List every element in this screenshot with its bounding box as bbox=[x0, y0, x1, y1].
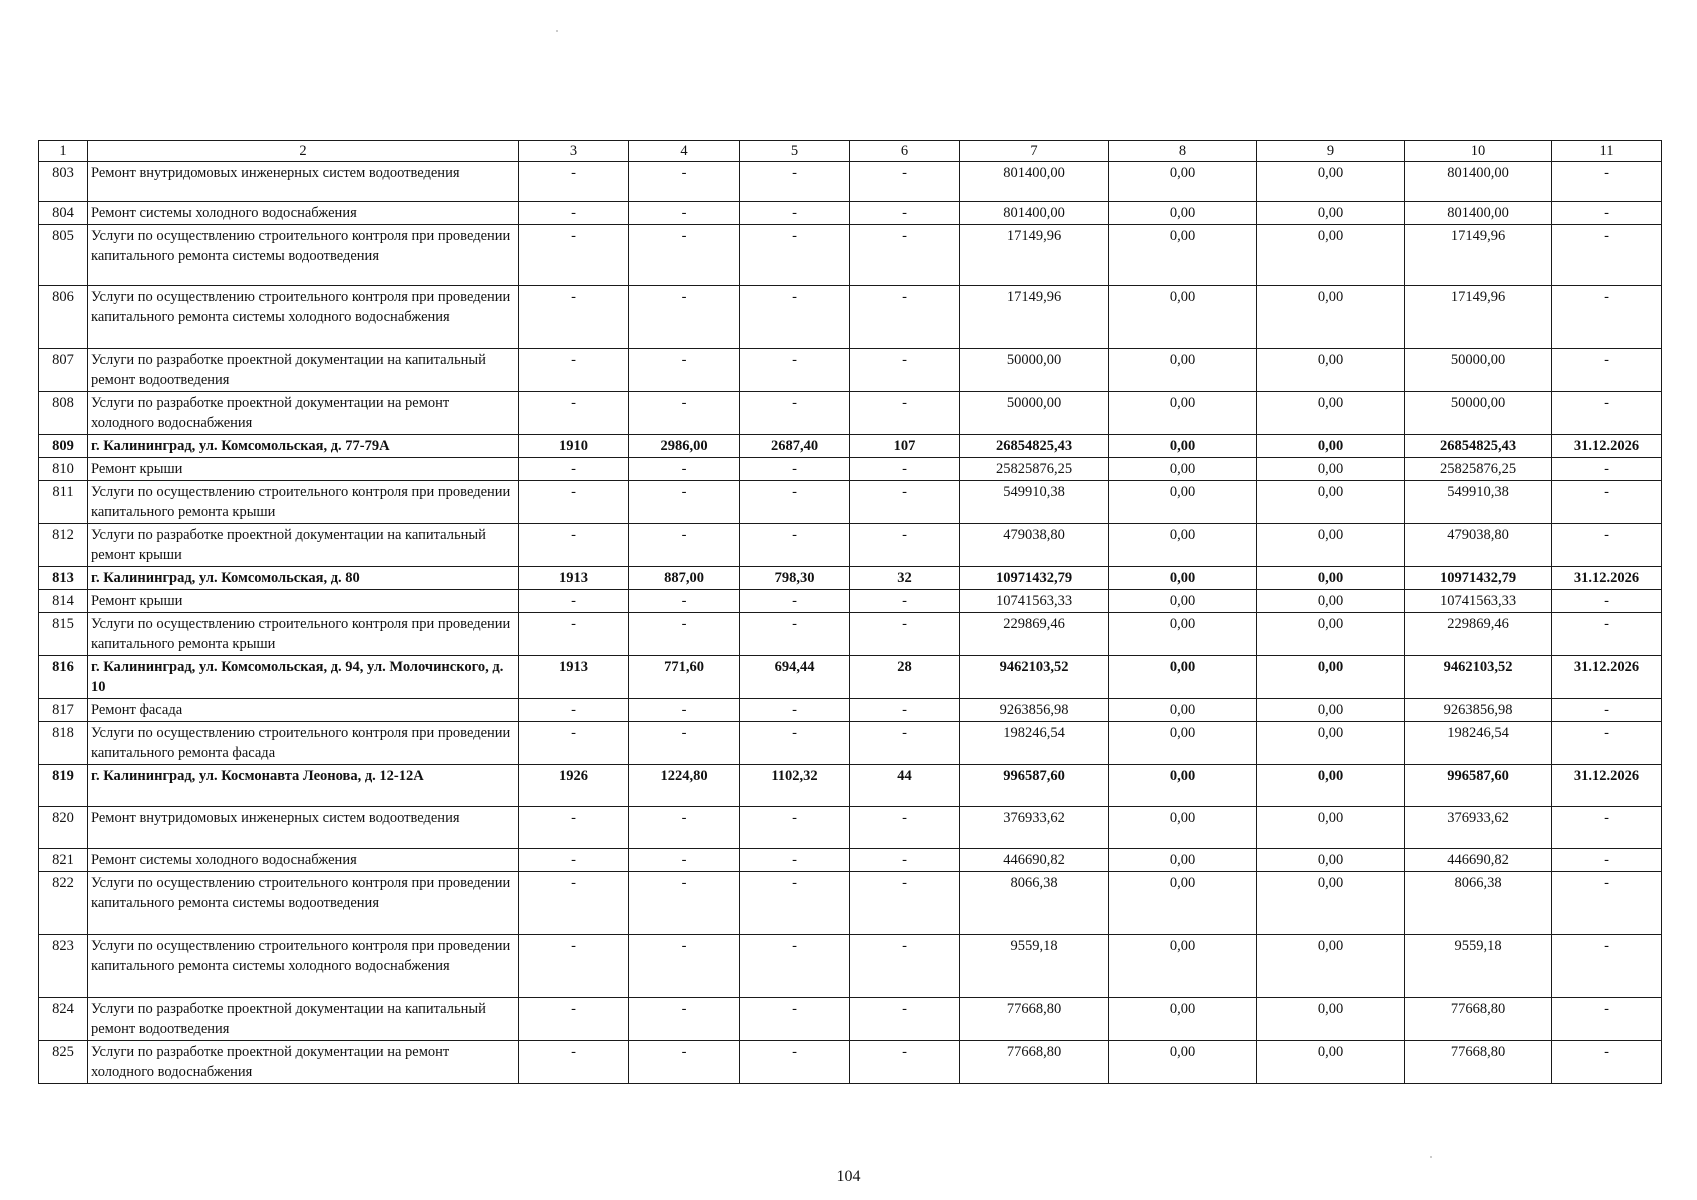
residents-cell: - bbox=[850, 699, 960, 722]
work-item-row bbox=[39, 458, 1662, 481]
cost-col-9-cell: 0,00 bbox=[1257, 998, 1405, 1041]
deadline-cell: - bbox=[1552, 162, 1662, 202]
deadline-cell: - bbox=[1552, 613, 1662, 656]
residents-cell: - bbox=[850, 286, 960, 349]
area-living-cell: - bbox=[740, 162, 850, 202]
work-item-row bbox=[39, 524, 1662, 567]
area-living-cell: - bbox=[740, 458, 850, 481]
cost-col-8-cell: 0,00 bbox=[1109, 524, 1257, 567]
cost-col-8-cell: 0,00 bbox=[1109, 807, 1257, 849]
cost-col-9-cell: 0,00 bbox=[1257, 162, 1405, 202]
cost-col-10-cell: 8066,38 bbox=[1405, 872, 1552, 935]
year-cell: - bbox=[519, 392, 629, 435]
work-description: Услуги по разработке проектной документации на капитальный ремонт крыши bbox=[88, 524, 519, 567]
row-number: 803 bbox=[39, 162, 88, 202]
scan-speck bbox=[1430, 1156, 1432, 1158]
cost-col-10-cell: 10741563,33 bbox=[1405, 590, 1552, 613]
residents-cell: - bbox=[850, 849, 960, 872]
work-description: Ремонт системы холодного водоснабжения bbox=[88, 202, 519, 225]
cost-col-8-cell: 0,00 bbox=[1109, 202, 1257, 225]
year-cell: - bbox=[519, 524, 629, 567]
column-number-header-row bbox=[39, 141, 1662, 162]
header-cell: 6 bbox=[850, 141, 960, 162]
year-cell: 1926 bbox=[519, 765, 629, 807]
year-cell: - bbox=[519, 458, 629, 481]
deadline-cell: - bbox=[1552, 722, 1662, 765]
work-description: Услуги по разработке проектной документации на ремонт холодного водоснабжения bbox=[88, 1041, 519, 1084]
cost-col-9-cell: 0,00 bbox=[1257, 722, 1405, 765]
cost-col-10-cell: 996587,60 bbox=[1405, 765, 1552, 807]
address-row bbox=[39, 435, 1662, 458]
residents-cell: - bbox=[850, 613, 960, 656]
work-item-row bbox=[39, 1041, 1662, 1084]
cost-col-8-cell: 0,00 bbox=[1109, 392, 1257, 435]
area-living-cell: - bbox=[740, 613, 850, 656]
cost-col-10-cell: 9559,18 bbox=[1405, 935, 1552, 998]
cost-col-9-cell: 0,00 bbox=[1257, 202, 1405, 225]
cost-col-8-cell: 0,00 bbox=[1109, 872, 1257, 935]
deadline-cell: 31.12.2026 bbox=[1552, 435, 1662, 458]
work-item-row bbox=[39, 872, 1662, 935]
work-description: Ремонт крыши bbox=[88, 458, 519, 481]
total-cost-cell: 25825876,25 bbox=[960, 458, 1109, 481]
work-description: Услуги по осуществлению строительного контроля при проведении капитального ремонта системы холодного водоснабжения bbox=[88, 935, 519, 998]
deadline-cell: - bbox=[1552, 849, 1662, 872]
deadline-cell: - bbox=[1552, 872, 1662, 935]
work-description: Ремонт внутридомовых инженерных систем водоотведения bbox=[88, 162, 519, 202]
work-item-row bbox=[39, 481, 1662, 524]
address-row bbox=[39, 656, 1662, 699]
deadline-cell: 31.12.2026 bbox=[1552, 567, 1662, 590]
cost-col-9-cell: 0,00 bbox=[1257, 349, 1405, 392]
cost-col-10-cell: 26854825,43 bbox=[1405, 435, 1552, 458]
header-cell: 8 bbox=[1109, 141, 1257, 162]
row-number: 822 bbox=[39, 872, 88, 935]
cost-col-9-cell: 0,00 bbox=[1257, 765, 1405, 807]
residents-cell: - bbox=[850, 202, 960, 225]
area-total-cell: - bbox=[629, 722, 740, 765]
cost-col-10-cell: 229869,46 bbox=[1405, 613, 1552, 656]
work-description: Услуги по осуществлению строительного контроля при проведении капитального ремонта крыши bbox=[88, 481, 519, 524]
residents-cell: - bbox=[850, 392, 960, 435]
total-cost-cell: 50000,00 bbox=[960, 349, 1109, 392]
year-cell: - bbox=[519, 807, 629, 849]
cost-col-9-cell: 0,00 bbox=[1257, 458, 1405, 481]
residents-cell: - bbox=[850, 349, 960, 392]
cost-col-10-cell: 77668,80 bbox=[1405, 1041, 1552, 1084]
row-number: 820 bbox=[39, 807, 88, 849]
header-cell: 3 bbox=[519, 141, 629, 162]
residents-cell: - bbox=[850, 998, 960, 1041]
deadline-cell: - bbox=[1552, 481, 1662, 524]
work-item-row bbox=[39, 613, 1662, 656]
deadline-cell: - bbox=[1552, 1041, 1662, 1084]
row-number: 815 bbox=[39, 613, 88, 656]
cost-col-10-cell: 17149,96 bbox=[1405, 225, 1552, 286]
total-cost-cell: 996587,60 bbox=[960, 765, 1109, 807]
deadline-cell: - bbox=[1552, 225, 1662, 286]
cost-col-8-cell: 0,00 bbox=[1109, 458, 1257, 481]
residents-cell: - bbox=[850, 807, 960, 849]
row-number: 824 bbox=[39, 998, 88, 1041]
work-description: Ремонт фасада bbox=[88, 699, 519, 722]
work-item-row bbox=[39, 202, 1662, 225]
header-cell: 5 bbox=[740, 141, 850, 162]
work-description: г. Калининград, ул. Комсомольская, д. 94, ул. Молочинского, д. 10 bbox=[88, 656, 519, 699]
cost-col-10-cell: 9462103,52 bbox=[1405, 656, 1552, 699]
area-living-cell: - bbox=[740, 722, 850, 765]
cost-col-8-cell: 0,00 bbox=[1109, 481, 1257, 524]
work-description: Ремонт крыши bbox=[88, 590, 519, 613]
deadline-cell: - bbox=[1552, 458, 1662, 481]
total-cost-cell: 801400,00 bbox=[960, 202, 1109, 225]
work-description: Ремонт внутридомовых инженерных систем водоотведения bbox=[88, 807, 519, 849]
area-total-cell: - bbox=[629, 872, 740, 935]
work-item-row bbox=[39, 935, 1662, 998]
deadline-cell: - bbox=[1552, 392, 1662, 435]
residents-cell: - bbox=[850, 590, 960, 613]
area-living-cell: 2687,40 bbox=[740, 435, 850, 458]
cost-col-9-cell: 0,00 bbox=[1257, 481, 1405, 524]
year-cell: - bbox=[519, 349, 629, 392]
address-row bbox=[39, 567, 1662, 590]
total-cost-cell: 801400,00 bbox=[960, 162, 1109, 202]
residents-cell: 107 bbox=[850, 435, 960, 458]
area-living-cell: - bbox=[740, 481, 850, 524]
cost-col-8-cell: 0,00 bbox=[1109, 435, 1257, 458]
cost-col-8-cell: 0,00 bbox=[1109, 349, 1257, 392]
total-cost-cell: 229869,46 bbox=[960, 613, 1109, 656]
work-description: г. Калининград, ул. Комсомольская, д. 77-79А bbox=[88, 435, 519, 458]
area-living-cell: 1102,32 bbox=[740, 765, 850, 807]
work-item-row bbox=[39, 807, 1662, 849]
cost-col-10-cell: 446690,82 bbox=[1405, 849, 1552, 872]
cost-col-9-cell: 0,00 bbox=[1257, 1041, 1405, 1084]
row-number: 809 bbox=[39, 435, 88, 458]
cost-col-8-cell: 0,00 bbox=[1109, 590, 1257, 613]
row-number: 821 bbox=[39, 849, 88, 872]
header-cell: 2 bbox=[88, 141, 519, 162]
area-living-cell: - bbox=[740, 699, 850, 722]
year-cell: - bbox=[519, 872, 629, 935]
area-living-cell: - bbox=[740, 872, 850, 935]
total-cost-cell: 9559,18 bbox=[960, 935, 1109, 998]
total-cost-cell: 198246,54 bbox=[960, 722, 1109, 765]
area-total-cell: - bbox=[629, 202, 740, 225]
total-cost-cell: 376933,62 bbox=[960, 807, 1109, 849]
year-cell: - bbox=[519, 590, 629, 613]
total-cost-cell: 17149,96 bbox=[960, 225, 1109, 286]
year-cell: - bbox=[519, 225, 629, 286]
area-total-cell: 2986,00 bbox=[629, 435, 740, 458]
row-number: 811 bbox=[39, 481, 88, 524]
row-number: 818 bbox=[39, 722, 88, 765]
work-description: Ремонт системы холодного водоснабжения bbox=[88, 849, 519, 872]
residents-cell: - bbox=[850, 458, 960, 481]
area-total-cell: 887,00 bbox=[629, 567, 740, 590]
cost-col-9-cell: 0,00 bbox=[1257, 656, 1405, 699]
page-number: 104 bbox=[836, 1168, 861, 1185]
area-living-cell: - bbox=[740, 935, 850, 998]
row-number: 808 bbox=[39, 392, 88, 435]
row-number: 807 bbox=[39, 349, 88, 392]
area-living-cell: 798,30 bbox=[740, 567, 850, 590]
cost-col-9-cell: 0,00 bbox=[1257, 935, 1405, 998]
residents-cell: 44 bbox=[850, 765, 960, 807]
work-description: Услуги по осуществлению строительного контроля при проведении капитального ремонта системы водоотведения bbox=[88, 872, 519, 935]
deadline-cell: - bbox=[1552, 935, 1662, 998]
cost-col-9-cell: 0,00 bbox=[1257, 524, 1405, 567]
cost-col-10-cell: 10971432,79 bbox=[1405, 567, 1552, 590]
total-cost-cell: 10971432,79 bbox=[960, 567, 1109, 590]
deadline-cell: 31.12.2026 bbox=[1552, 765, 1662, 807]
total-cost-cell: 77668,80 bbox=[960, 1041, 1109, 1084]
area-total-cell: - bbox=[629, 699, 740, 722]
row-number: 805 bbox=[39, 225, 88, 286]
area-total-cell: 1224,80 bbox=[629, 765, 740, 807]
work-item-row bbox=[39, 349, 1662, 392]
row-number: 810 bbox=[39, 458, 88, 481]
year-cell: - bbox=[519, 162, 629, 202]
work-description: Услуги по разработке проектной документации на капитальный ремонт водоотведения bbox=[88, 349, 519, 392]
area-total-cell: - bbox=[629, 998, 740, 1041]
residents-cell: - bbox=[850, 481, 960, 524]
row-number: 804 bbox=[39, 202, 88, 225]
area-total-cell: - bbox=[629, 162, 740, 202]
total-cost-cell: 9263856,98 bbox=[960, 699, 1109, 722]
cost-col-9-cell: 0,00 bbox=[1257, 392, 1405, 435]
work-item-row bbox=[39, 699, 1662, 722]
work-description: Услуги по осуществлению строительного контроля при проведении капитального ремонта фасада bbox=[88, 722, 519, 765]
total-cost-cell: 77668,80 bbox=[960, 998, 1109, 1041]
row-number: 814 bbox=[39, 590, 88, 613]
area-total-cell: - bbox=[629, 392, 740, 435]
work-description: г. Калининград, ул. Комсомольская, д. 80 bbox=[88, 567, 519, 590]
row-number: 817 bbox=[39, 699, 88, 722]
cost-col-9-cell: 0,00 bbox=[1257, 286, 1405, 349]
area-total-cell: - bbox=[629, 613, 740, 656]
deadline-cell: - bbox=[1552, 807, 1662, 849]
year-cell: - bbox=[519, 699, 629, 722]
area-living-cell: - bbox=[740, 392, 850, 435]
area-living-cell: - bbox=[740, 524, 850, 567]
cost-col-9-cell: 0,00 bbox=[1257, 872, 1405, 935]
cost-col-10-cell: 50000,00 bbox=[1405, 392, 1552, 435]
area-living-cell: - bbox=[740, 807, 850, 849]
address-row bbox=[39, 765, 1662, 807]
table-body bbox=[39, 141, 1662, 1084]
area-total-cell: - bbox=[629, 849, 740, 872]
cost-col-8-cell: 0,00 bbox=[1109, 935, 1257, 998]
work-item-row bbox=[39, 162, 1662, 202]
year-cell: 1910 bbox=[519, 435, 629, 458]
total-cost-cell: 479038,80 bbox=[960, 524, 1109, 567]
residents-cell: - bbox=[850, 225, 960, 286]
total-cost-cell: 50000,00 bbox=[960, 392, 1109, 435]
cost-col-10-cell: 77668,80 bbox=[1405, 998, 1552, 1041]
deadline-cell: - bbox=[1552, 349, 1662, 392]
total-cost-cell: 10741563,33 bbox=[960, 590, 1109, 613]
cost-col-9-cell: 0,00 bbox=[1257, 849, 1405, 872]
work-item-row bbox=[39, 849, 1662, 872]
total-cost-cell: 9462103,52 bbox=[960, 656, 1109, 699]
work-description: Услуги по осуществлению строительного контроля при проведении капитального ремонта системы холодного водоснабжения bbox=[88, 286, 519, 349]
total-cost-cell: 446690,82 bbox=[960, 849, 1109, 872]
year-cell: - bbox=[519, 1041, 629, 1084]
area-living-cell: - bbox=[740, 349, 850, 392]
year-cell: - bbox=[519, 935, 629, 998]
work-item-row bbox=[39, 590, 1662, 613]
work-item-row bbox=[39, 225, 1662, 286]
deadline-cell: 31.12.2026 bbox=[1552, 656, 1662, 699]
scan-speck bbox=[556, 30, 558, 32]
area-living-cell: - bbox=[740, 849, 850, 872]
cost-col-10-cell: 9263856,98 bbox=[1405, 699, 1552, 722]
area-living-cell: 694,44 bbox=[740, 656, 850, 699]
row-number: 812 bbox=[39, 524, 88, 567]
row-number: 813 bbox=[39, 567, 88, 590]
work-description: Услуги по разработке проектной документации на ремонт холодного водоснабжения bbox=[88, 392, 519, 435]
cost-col-9-cell: 0,00 bbox=[1257, 567, 1405, 590]
header-cell: 7 bbox=[960, 141, 1109, 162]
area-total-cell: - bbox=[629, 225, 740, 286]
work-item-row bbox=[39, 998, 1662, 1041]
cost-col-8-cell: 0,00 bbox=[1109, 849, 1257, 872]
total-cost-cell: 549910,38 bbox=[960, 481, 1109, 524]
area-living-cell: - bbox=[740, 286, 850, 349]
cost-col-8-cell: 0,00 bbox=[1109, 765, 1257, 807]
cost-col-9-cell: 0,00 bbox=[1257, 435, 1405, 458]
work-description: Услуги по осуществлению строительного контроля при проведении капитального ремонта крыши bbox=[88, 613, 519, 656]
year-cell: - bbox=[519, 849, 629, 872]
total-cost-cell: 26854825,43 bbox=[960, 435, 1109, 458]
year-cell: 1913 bbox=[519, 567, 629, 590]
header-cell: 1 bbox=[39, 141, 88, 162]
cost-col-10-cell: 198246,54 bbox=[1405, 722, 1552, 765]
cost-col-8-cell: 0,00 bbox=[1109, 699, 1257, 722]
residents-cell: - bbox=[850, 1041, 960, 1084]
data-table bbox=[38, 140, 1662, 1084]
deadline-cell: - bbox=[1552, 590, 1662, 613]
residents-cell: 28 bbox=[850, 656, 960, 699]
header-cell: 9 bbox=[1257, 141, 1405, 162]
cost-col-10-cell: 479038,80 bbox=[1405, 524, 1552, 567]
cost-col-10-cell: 17149,96 bbox=[1405, 286, 1552, 349]
cost-col-10-cell: 801400,00 bbox=[1405, 202, 1552, 225]
year-cell: - bbox=[519, 286, 629, 349]
year-cell: - bbox=[519, 722, 629, 765]
cost-col-10-cell: 549910,38 bbox=[1405, 481, 1552, 524]
residents-cell: - bbox=[850, 722, 960, 765]
cost-col-8-cell: 0,00 bbox=[1109, 567, 1257, 590]
area-living-cell: - bbox=[740, 998, 850, 1041]
area-living-cell: - bbox=[740, 590, 850, 613]
header-cell: 10 bbox=[1405, 141, 1552, 162]
cost-col-8-cell: 0,00 bbox=[1109, 286, 1257, 349]
year-cell: 1913 bbox=[519, 656, 629, 699]
header-cell: 4 bbox=[629, 141, 740, 162]
area-living-cell: - bbox=[740, 202, 850, 225]
total-cost-cell: 17149,96 bbox=[960, 286, 1109, 349]
area-living-cell: - bbox=[740, 225, 850, 286]
work-item-row bbox=[39, 392, 1662, 435]
total-cost-cell: 8066,38 bbox=[960, 872, 1109, 935]
cost-col-10-cell: 50000,00 bbox=[1405, 349, 1552, 392]
year-cell: - bbox=[519, 998, 629, 1041]
deadline-cell: - bbox=[1552, 998, 1662, 1041]
area-total-cell: - bbox=[629, 286, 740, 349]
cost-col-10-cell: 25825876,25 bbox=[1405, 458, 1552, 481]
area-total-cell: - bbox=[629, 524, 740, 567]
residents-cell: - bbox=[850, 935, 960, 998]
residents-cell: - bbox=[850, 524, 960, 567]
residents-cell: - bbox=[850, 872, 960, 935]
cost-col-9-cell: 0,00 bbox=[1257, 699, 1405, 722]
area-total-cell: - bbox=[629, 590, 740, 613]
cost-col-8-cell: 0,00 bbox=[1109, 998, 1257, 1041]
work-description: г. Калининград, ул. Космонавта Леонова, д. 12-12А bbox=[88, 765, 519, 807]
year-cell: - bbox=[519, 202, 629, 225]
work-item-row bbox=[39, 722, 1662, 765]
row-number: 816 bbox=[39, 656, 88, 699]
year-cell: - bbox=[519, 481, 629, 524]
area-living-cell: - bbox=[740, 1041, 850, 1084]
work-description: Услуги по осуществлению строительного контроля при проведении капитального ремонта системы водоотведения bbox=[88, 225, 519, 286]
cost-col-8-cell: 0,00 bbox=[1109, 1041, 1257, 1084]
row-number: 825 bbox=[39, 1041, 88, 1084]
area-total-cell: - bbox=[629, 807, 740, 849]
deadline-cell: - bbox=[1552, 202, 1662, 225]
residents-cell: - bbox=[850, 162, 960, 202]
cost-col-10-cell: 376933,62 bbox=[1405, 807, 1552, 849]
area-total-cell: 771,60 bbox=[629, 656, 740, 699]
cost-col-8-cell: 0,00 bbox=[1109, 722, 1257, 765]
cost-col-8-cell: 0,00 bbox=[1109, 225, 1257, 286]
cost-col-8-cell: 0,00 bbox=[1109, 162, 1257, 202]
deadline-cell: - bbox=[1552, 524, 1662, 567]
deadline-cell: - bbox=[1552, 699, 1662, 722]
area-total-cell: - bbox=[629, 935, 740, 998]
residents-cell: 32 bbox=[850, 567, 960, 590]
cost-col-9-cell: 0,00 bbox=[1257, 613, 1405, 656]
area-total-cell: - bbox=[629, 1041, 740, 1084]
row-number: 823 bbox=[39, 935, 88, 998]
area-total-cell: - bbox=[629, 458, 740, 481]
row-number: 819 bbox=[39, 765, 88, 807]
deadline-cell: - bbox=[1552, 286, 1662, 349]
cost-col-8-cell: 0,00 bbox=[1109, 656, 1257, 699]
work-item-row bbox=[39, 286, 1662, 349]
header-cell: 11 bbox=[1552, 141, 1662, 162]
area-total-cell: - bbox=[629, 349, 740, 392]
area-total-cell: - bbox=[629, 481, 740, 524]
cost-col-9-cell: 0,00 bbox=[1257, 807, 1405, 849]
cost-col-8-cell: 0,00 bbox=[1109, 613, 1257, 656]
row-number: 806 bbox=[39, 286, 88, 349]
cost-col-9-cell: 0,00 bbox=[1257, 590, 1405, 613]
work-description: Услуги по разработке проектной документации на капитальный ремонт водоотведения bbox=[88, 998, 519, 1041]
cost-col-9-cell: 0,00 bbox=[1257, 225, 1405, 286]
cost-col-10-cell: 801400,00 bbox=[1405, 162, 1552, 202]
year-cell: - bbox=[519, 613, 629, 656]
